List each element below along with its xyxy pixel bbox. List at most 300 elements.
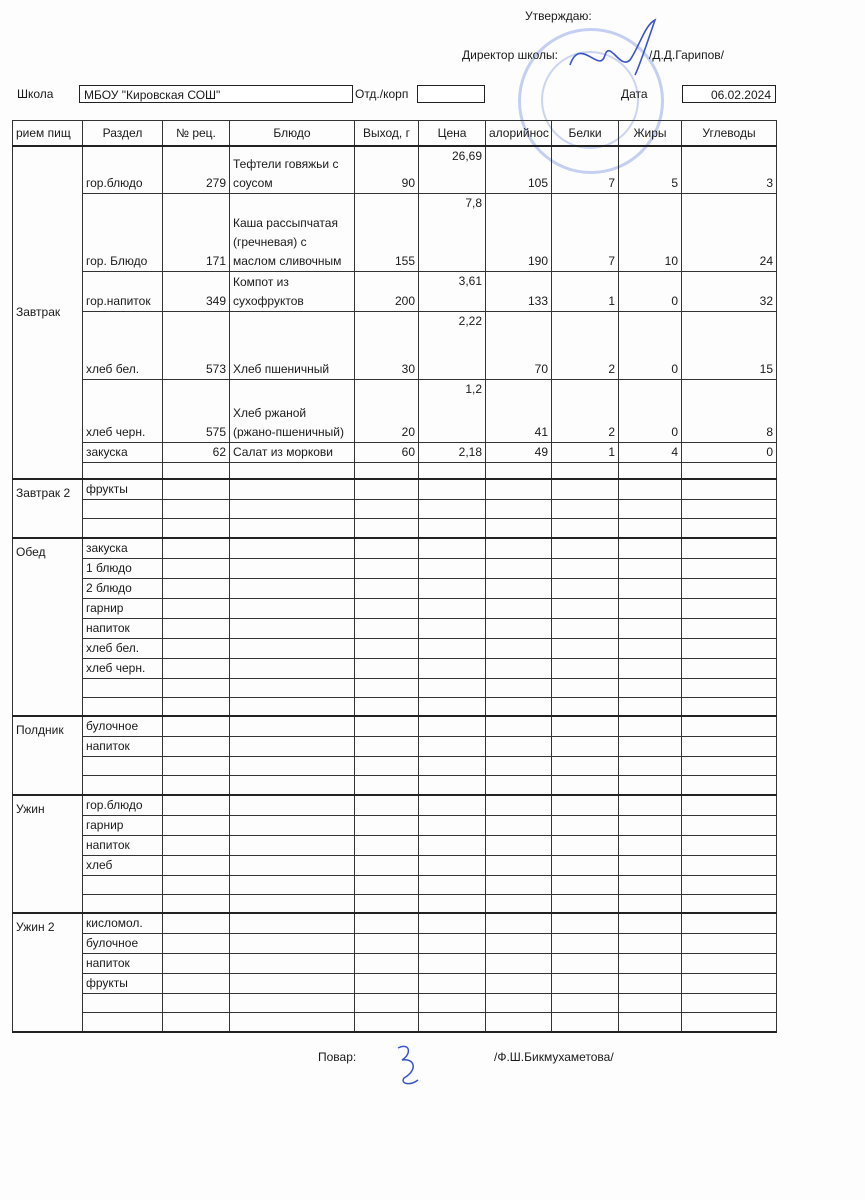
yield-cell [355, 795, 419, 816]
yield-cell [355, 776, 419, 795]
fat-cell: 0 [619, 311, 682, 379]
date-field: 06.02.2024 [682, 85, 776, 103]
recipe-cell [163, 598, 230, 618]
table-row [13, 538, 777, 559]
yield-cell [355, 598, 419, 618]
kcal-cell [486, 974, 552, 994]
kcal-cell [486, 815, 552, 835]
section-cell: гор.блюдо [83, 146, 163, 193]
kcal-cell [486, 578, 552, 598]
price-cell [419, 776, 486, 795]
dish-cell: Тефтели говяжьи с соусом [230, 146, 355, 193]
protein-cell [552, 618, 619, 638]
fat-cell: 4 [619, 442, 682, 462]
column-header: алорийнос [486, 121, 552, 147]
carbs-cell: 0 [682, 442, 777, 462]
carbs-cell [682, 678, 777, 697]
price-cell [419, 658, 486, 678]
fat-cell [619, 913, 682, 934]
column-header: Выход, г [355, 121, 419, 147]
fat-cell [619, 500, 682, 519]
price-cell: 7,8 [419, 193, 486, 271]
kcal-cell [486, 954, 552, 974]
dish-cell [230, 500, 355, 519]
yield-cell [355, 479, 419, 500]
section-cell [83, 462, 163, 479]
carbs-cell [682, 618, 777, 638]
carbs-cell [682, 658, 777, 678]
dish-cell [230, 994, 355, 1013]
recipe-cell [163, 697, 230, 716]
yield-cell [355, 835, 419, 855]
table-row [13, 835, 777, 855]
dish-cell [230, 894, 355, 913]
protein-cell [552, 875, 619, 894]
price-cell: 3,61 [419, 271, 486, 311]
protein-cell: 2 [552, 379, 619, 442]
price-cell [419, 815, 486, 835]
table-row [13, 954, 777, 974]
dish-cell [230, 716, 355, 737]
dish-cell: Салат из моркови [230, 442, 355, 462]
fat-cell [619, 479, 682, 500]
yield-cell [355, 954, 419, 974]
dish-cell [230, 479, 355, 500]
carbs-cell [682, 795, 777, 816]
recipe-cell [163, 716, 230, 737]
carbs-cell: 24 [682, 193, 777, 271]
recipe-cell [163, 815, 230, 835]
section-cell [83, 519, 163, 538]
price-cell [419, 795, 486, 816]
carbs-cell [682, 894, 777, 913]
table-row [13, 737, 777, 757]
recipe-cell [163, 538, 230, 559]
carbs-cell [682, 538, 777, 559]
kcal-cell [486, 894, 552, 913]
table-row [13, 379, 777, 442]
recipe-cell [163, 737, 230, 757]
yield-cell [355, 855, 419, 875]
carbs-cell [682, 776, 777, 795]
fat-cell [619, 855, 682, 875]
kcal-cell [486, 519, 552, 538]
protein-cell [552, 598, 619, 618]
recipe-cell: 575 [163, 379, 230, 442]
kcal-cell: 133 [486, 271, 552, 311]
carbs-cell [682, 558, 777, 578]
column-header: Блюдо [230, 121, 355, 147]
kcal-cell [486, 697, 552, 716]
dish-cell: Хлеб ржаной (ржано-пшеничный) [230, 379, 355, 442]
table-row [13, 974, 777, 994]
fat-cell [619, 618, 682, 638]
kcal-cell [486, 875, 552, 894]
carbs-cell: 32 [682, 271, 777, 311]
fat-cell [619, 519, 682, 538]
table-row [13, 716, 777, 737]
fat-cell [619, 578, 682, 598]
carbs-cell [682, 855, 777, 875]
kcal-cell [486, 776, 552, 795]
section-cell [83, 697, 163, 716]
recipe-cell: 349 [163, 271, 230, 311]
carbs-cell [682, 500, 777, 519]
table-row [13, 894, 777, 913]
recipe-cell [163, 558, 230, 578]
table-row [13, 855, 777, 875]
price-cell [419, 500, 486, 519]
kcal-cell [486, 795, 552, 816]
table-row [13, 994, 777, 1013]
recipe-cell: 171 [163, 193, 230, 271]
dish-cell [230, 638, 355, 658]
protein-cell [552, 462, 619, 479]
yield-cell: 30 [355, 311, 419, 379]
protein-cell [552, 974, 619, 994]
kcal-cell [486, 934, 552, 954]
dish-cell [230, 934, 355, 954]
recipe-cell [163, 795, 230, 816]
section-cell: кисломол. [83, 913, 163, 934]
column-header: Белки [552, 121, 619, 147]
protein-cell: 2 [552, 311, 619, 379]
section-cell: гор.блюдо [83, 795, 163, 816]
carbs-cell [682, 815, 777, 835]
kcal-cell [486, 598, 552, 618]
price-cell [419, 954, 486, 974]
table-row [13, 311, 777, 379]
price-cell [419, 855, 486, 875]
section-cell: 2 блюдо [83, 578, 163, 598]
fat-cell [619, 678, 682, 697]
dish-cell [230, 697, 355, 716]
price-cell [419, 994, 486, 1013]
table-row [13, 638, 777, 658]
protein-cell [552, 638, 619, 658]
price-cell [419, 519, 486, 538]
yield-cell [355, 1013, 419, 1032]
price-cell [419, 1013, 486, 1032]
dish-cell [230, 776, 355, 795]
recipe-cell [163, 638, 230, 658]
section-cell: гор.напиток [83, 271, 163, 311]
dish-cell [230, 462, 355, 479]
kcal-cell: 190 [486, 193, 552, 271]
carbs-cell [682, 994, 777, 1013]
dish-cell [230, 538, 355, 559]
director-label: Директор школы: [462, 48, 558, 62]
recipe-cell: 62 [163, 442, 230, 462]
yield-cell [355, 618, 419, 638]
section-cell [83, 894, 163, 913]
carbs-cell [682, 1013, 777, 1032]
dish-cell [230, 835, 355, 855]
section-cell [83, 678, 163, 697]
yield-cell [355, 815, 419, 835]
kcal-cell [486, 855, 552, 875]
yield-cell [355, 500, 419, 519]
carbs-cell [682, 875, 777, 894]
fat-cell [619, 757, 682, 776]
section-cell: напиток [83, 954, 163, 974]
kcal-cell: 41 [486, 379, 552, 442]
kcal-cell [486, 558, 552, 578]
section-cell: закуска [83, 442, 163, 462]
branch-field [417, 85, 485, 103]
kcal-cell [486, 479, 552, 500]
protein-cell [552, 716, 619, 737]
protein-cell [552, 954, 619, 974]
protein-cell [552, 519, 619, 538]
recipe-cell [163, 934, 230, 954]
kcal-cell [486, 658, 552, 678]
kcal-cell: 105 [486, 146, 552, 193]
protein-cell [552, 697, 619, 716]
dish-cell [230, 678, 355, 697]
protein-cell [552, 994, 619, 1013]
dish-cell: Хлеб пшеничный [230, 311, 355, 379]
section-cell: гарнир [83, 815, 163, 835]
cook-signature [390, 1040, 430, 1090]
fat-cell [619, 638, 682, 658]
price-cell [419, 678, 486, 697]
yield-cell: 20 [355, 379, 419, 442]
school-label: Школа [17, 87, 54, 101]
recipe-cell [163, 974, 230, 994]
dish-cell [230, 954, 355, 974]
table-row [13, 757, 777, 776]
recipe-cell [163, 954, 230, 974]
recipe-cell [163, 875, 230, 894]
fat-cell: 0 [619, 379, 682, 442]
table-row [13, 271, 777, 311]
protein-cell: 7 [552, 146, 619, 193]
yield-cell [355, 716, 419, 737]
recipe-cell [163, 462, 230, 479]
fat-cell [619, 894, 682, 913]
price-cell [419, 479, 486, 500]
fat-cell [619, 954, 682, 974]
carbs-cell [682, 835, 777, 855]
price-cell [419, 757, 486, 776]
table-row [13, 658, 777, 678]
recipe-cell [163, 1013, 230, 1032]
kcal-cell [486, 1013, 552, 1032]
table-row [13, 678, 777, 697]
kcal-cell [486, 716, 552, 737]
fat-cell: 0 [619, 271, 682, 311]
protein-cell [552, 1013, 619, 1032]
kcal-cell [486, 678, 552, 697]
fat-cell [619, 934, 682, 954]
protein-cell [552, 578, 619, 598]
dish-cell [230, 737, 355, 757]
carbs-cell: 3 [682, 146, 777, 193]
table-row [13, 697, 777, 716]
section-cell: гарнир [83, 598, 163, 618]
fat-cell [619, 658, 682, 678]
fat-cell [619, 697, 682, 716]
table-row [13, 875, 777, 894]
dish-cell [230, 913, 355, 934]
meal-cell: Завтрак [13, 146, 83, 479]
kcal-cell: 70 [486, 311, 552, 379]
yield-cell [355, 994, 419, 1013]
protein-cell [552, 913, 619, 934]
fat-cell [619, 558, 682, 578]
carbs-cell [682, 462, 777, 479]
table-row [13, 598, 777, 618]
column-header: № рец. [163, 121, 230, 147]
protein-cell [552, 658, 619, 678]
school-field: МБОУ "Кировская СОШ" [79, 85, 353, 103]
price-cell [419, 638, 486, 658]
dish-cell [230, 598, 355, 618]
recipe-cell [163, 757, 230, 776]
recipe-cell [163, 578, 230, 598]
protein-cell: 7 [552, 193, 619, 271]
yield-cell: 200 [355, 271, 419, 311]
price-cell [419, 578, 486, 598]
yield-cell [355, 519, 419, 538]
price-cell [419, 835, 486, 855]
recipe-cell [163, 618, 230, 638]
yield-cell [355, 913, 419, 934]
carbs-cell [682, 479, 777, 500]
kcal-cell [486, 913, 552, 934]
price-cell [419, 974, 486, 994]
carbs-cell [682, 519, 777, 538]
meal-cell: Ужин 2 [13, 913, 83, 1032]
dish-cell [230, 974, 355, 994]
recipe-cell [163, 913, 230, 934]
kcal-cell [486, 638, 552, 658]
section-cell: напиток [83, 835, 163, 855]
dish-cell [230, 795, 355, 816]
section-cell: 1 блюдо [83, 558, 163, 578]
recipe-cell [163, 519, 230, 538]
protein-cell [552, 538, 619, 559]
fat-cell [619, 716, 682, 737]
dish-cell [230, 578, 355, 598]
carbs-cell [682, 598, 777, 618]
protein-cell [552, 795, 619, 816]
yield-cell: 60 [355, 442, 419, 462]
section-cell: фрукты [83, 479, 163, 500]
protein-cell [552, 757, 619, 776]
protein-cell: 1 [552, 271, 619, 311]
kcal-cell: 49 [486, 442, 552, 462]
kcal-cell [486, 737, 552, 757]
price-cell: 1,2 [419, 379, 486, 442]
price-cell [419, 697, 486, 716]
fat-cell [619, 462, 682, 479]
recipe-cell [163, 855, 230, 875]
yield-cell [355, 578, 419, 598]
dish-cell [230, 618, 355, 638]
yield-cell [355, 757, 419, 776]
column-header: Жиры [619, 121, 682, 147]
section-cell [83, 994, 163, 1013]
recipe-cell [163, 479, 230, 500]
yield-cell [355, 934, 419, 954]
section-cell: напиток [83, 737, 163, 757]
section-cell [83, 500, 163, 519]
section-cell: хлеб черн. [83, 658, 163, 678]
protein-cell [552, 835, 619, 855]
table-row [13, 519, 777, 538]
fat-cell: 5 [619, 146, 682, 193]
protein-cell [552, 815, 619, 835]
section-cell [83, 757, 163, 776]
protein-cell [552, 776, 619, 795]
yield-cell: 155 [355, 193, 419, 271]
dish-cell [230, 875, 355, 894]
yield-cell [355, 658, 419, 678]
kcal-cell [486, 538, 552, 559]
protein-cell [552, 500, 619, 519]
carbs-cell [682, 757, 777, 776]
price-cell [419, 558, 486, 578]
fat-cell [619, 1013, 682, 1032]
fat-cell: 10 [619, 193, 682, 271]
dish-cell [230, 658, 355, 678]
table-row [13, 479, 777, 500]
kcal-cell [486, 500, 552, 519]
yield-cell [355, 875, 419, 894]
kcal-cell [486, 462, 552, 479]
cook-label: Повар: [318, 1050, 357, 1064]
table-row [13, 1013, 777, 1032]
protein-cell [552, 737, 619, 757]
table-header-row [13, 121, 777, 147]
carbs-cell [682, 697, 777, 716]
meal-cell: Полдник [13, 716, 83, 795]
dish-cell [230, 1013, 355, 1032]
carbs-cell [682, 974, 777, 994]
carbs-cell [682, 913, 777, 934]
section-cell: булочное [83, 716, 163, 737]
section-cell [83, 776, 163, 795]
yield-cell [355, 462, 419, 479]
fat-cell [619, 994, 682, 1013]
price-cell: 2,22 [419, 311, 486, 379]
protein-cell [552, 855, 619, 875]
section-cell: хлеб [83, 855, 163, 875]
section-cell: фрукты [83, 974, 163, 994]
table-row [13, 558, 777, 578]
carbs-cell [682, 638, 777, 658]
director-name: /Д.Д.Гарипов/ [649, 48, 725, 62]
yield-cell [355, 678, 419, 697]
price-cell [419, 875, 486, 894]
meal-cell: Обед [13, 538, 83, 717]
price-cell: 2,18 [419, 442, 486, 462]
fat-cell [619, 776, 682, 795]
price-cell [419, 618, 486, 638]
protein-cell [552, 558, 619, 578]
table-row [13, 795, 777, 816]
section-cell: булочное [83, 934, 163, 954]
carbs-cell [682, 934, 777, 954]
table-row [13, 934, 777, 954]
table-row [13, 462, 777, 479]
carbs-cell [682, 737, 777, 757]
meal-cell: Ужин [13, 795, 83, 914]
dish-cell [230, 855, 355, 875]
table-row [13, 146, 777, 193]
